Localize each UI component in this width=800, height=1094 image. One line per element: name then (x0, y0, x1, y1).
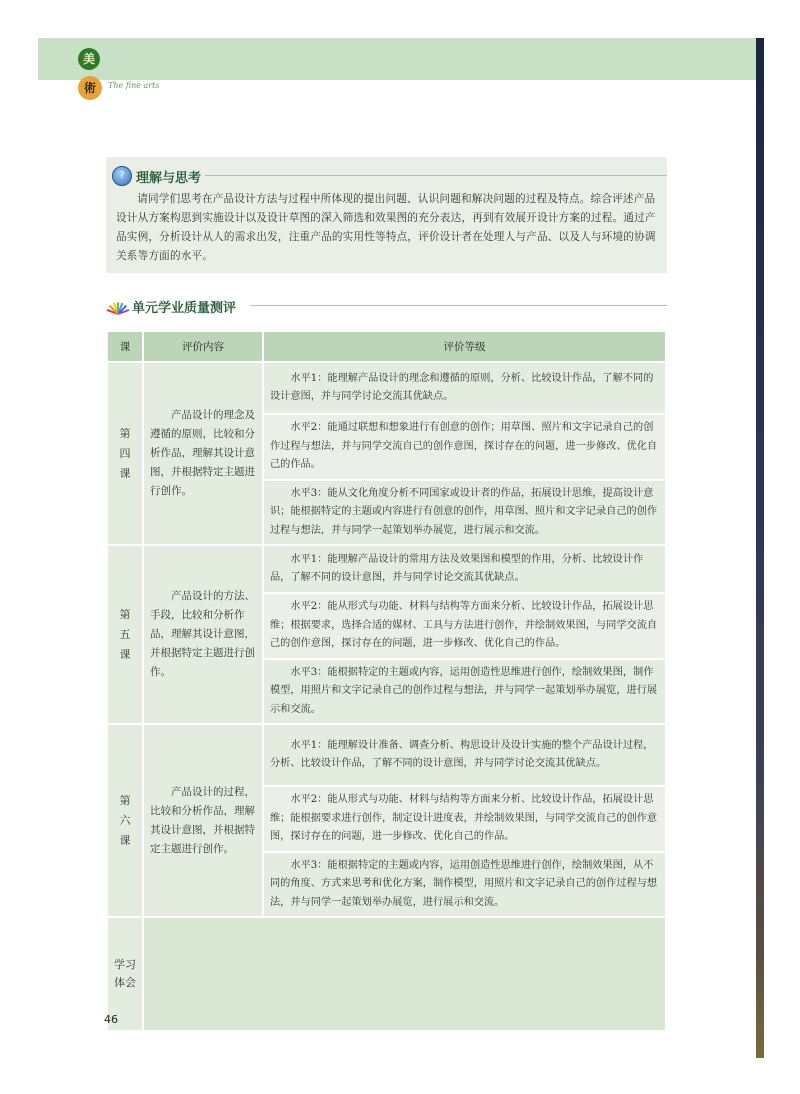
level-cell: 水平1：能理解产品设计的常用方法及效果图和模型的作用，分析、比较设计作品，了解不同的设计意图，并与同学讨论交流其优缺点。 (263, 545, 666, 593)
notes-label: 学习 体会 (107, 917, 143, 1031)
evaluation-table (106, 330, 667, 1032)
think-text: 请同学们思考在产品设计方法与过程中所体现的提出问题、认识问题和解决问题的过程及特点。综合评述产品设计从方案构思到实施设计以及设计草图的深入筛选和效果图的充分表达，再到有效展开设计方案的过程。通过产品实例，分析设计从人的需求出发，注重产品的实用性等特点，评价设计者在处理人与产品、以及人与环境的协调关系等方面的水平。 (116, 193, 656, 262)
think-divider (205, 175, 667, 176)
think-title: 理解与思考 (136, 170, 202, 186)
evaluation-title: 单元学业质量测评 (132, 301, 237, 316)
think-heading (112, 166, 201, 186)
lesson-char: 六 (119, 813, 131, 827)
content-cell: 产品设计的过程，比较和分析作品，理解其设计意图，并根据特定主题进行创作。 (143, 724, 263, 917)
brand-english: The fine arts (108, 81, 160, 90)
lesson-cell (107, 545, 143, 724)
lesson-char: 第 (119, 793, 131, 807)
thinking-head-icon: ? (112, 166, 132, 186)
table-header-row (107, 331, 666, 362)
header-lesson: 课 (107, 331, 143, 362)
page-edge-decoration (756, 38, 764, 1058)
table-row (107, 362, 666, 414)
evaluation-heading (108, 297, 236, 316)
page-number: 46 (104, 1013, 118, 1026)
level-cell: 水平2：能从形式与功能、材料与结构等方面来分析、比较设计作品，拓展设计思维；根据要求，选择合适的媒材、工具与方法进行创作，并绘制效果图，与同学交流自己的创作意图，探讨存在的问题，进一步修改、优化自己的作品。 (263, 593, 666, 659)
level-cell: 水平2：能从形式与功能、材料与结构等方面来分析、比较设计作品，拓展设计思维；能根据要求进行创作，制定设计进度表，并绘制效果图，与同学交流自己的创作意图，探讨存在的问题，进一步修改、优化自己的作品。 (263, 786, 666, 852)
lesson-cell (107, 362, 143, 545)
table-row (107, 545, 666, 593)
level-cell: 水平1：能理解设计准备、调查分析、构思设计及设计实施的整个产品设计过程，分析、比较设计作品，了解不同的设计意图，并与同学讨论交流其优缺点。 (263, 724, 666, 786)
level-cell: 水平3：能从文化角度分析不同国家或设计者的作品，拓展设计思维，提高设计意识；能根据特定的主题或内容进行有创意的创作，用草图、照片和文字记录自己的创作过程与想法，并与同学一起策划举办展览，进行展示和交流。 (263, 480, 666, 546)
level-cell: 水平1：能理解产品设计的理念和遵循的原则，分析、比较设计作品，了解不同的设计意图，并与同学讨论交流其优缺点。 (263, 362, 666, 414)
content-cell: 产品设计的理念及遵循的原则，比较和分析作品，理解其设计意图，并根据特定主题进行创作。 (143, 362, 263, 545)
lesson-char: 第 (119, 607, 131, 621)
lesson-char: 四 (119, 446, 131, 460)
notes-area (143, 917, 666, 1031)
header-content: 评价内容 (143, 331, 263, 362)
logo-shu-icon: 術 (78, 76, 102, 100)
level-cell: 水平2：能通过联想和想象进行有创意的创作；用草图、照片和文字记录自己的创作过程与想法，并与同学交流自己的创作意图，探讨存在的问题，进一步修改、优化自己的作品。 (263, 414, 666, 480)
header-band (38, 38, 756, 80)
logo-mei-icon: 美 (78, 48, 100, 70)
header-level: 评价等级 (263, 331, 666, 362)
lesson-cell (107, 724, 143, 917)
notes-row (107, 917, 666, 1031)
lesson-char: 课 (119, 647, 131, 661)
lesson-char: 课 (119, 833, 131, 847)
level-cell: 水平3：能根据特定的主题或内容，运用创造性思维进行创作，绘制效果图，制作模型，用照片和文字记录自己的创作过程与想法，并与同学一起策划举办展览，进行展示和交流。 (263, 659, 666, 725)
table-row (107, 724, 666, 786)
level-cell: 水平3：能根据特定的主题或内容，运用创造性思维进行创作，绘制效果图，从不同的角度、方式来思考和优化方案，制作模型，用照片和文字记录自己的创作过程与想法，并与同学一起策划举办展览，进行展示和交流。 (263, 852, 666, 918)
evaluation-divider (250, 305, 667, 306)
content-cell: 产品设计的方法、手段，比较和分析作品，理解其设计意图，并根据特定主题进行创作。 (143, 545, 263, 724)
lesson-char: 第 (119, 426, 131, 440)
lesson-char: 五 (119, 627, 131, 641)
fan-icon (108, 300, 128, 314)
lesson-char: 课 (119, 466, 131, 480)
